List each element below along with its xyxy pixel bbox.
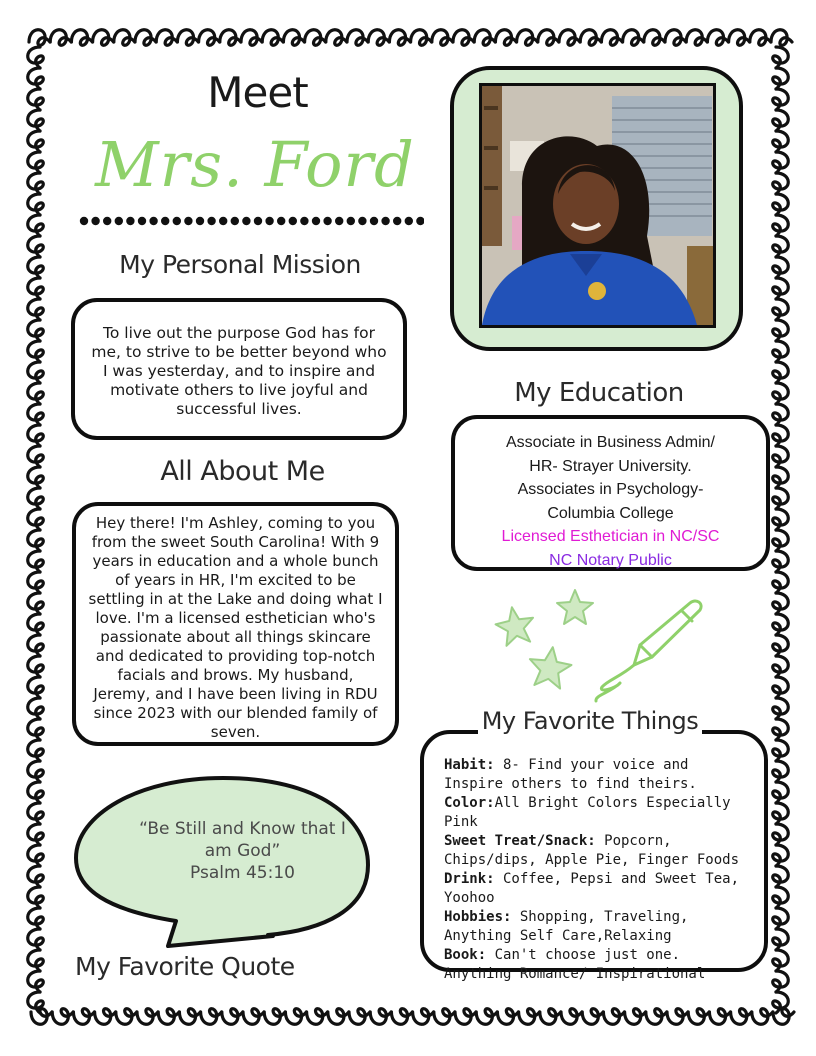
favorite-value: All Bright Colors Especially Pink: [444, 795, 731, 830]
mission-text: To live out the purpose God has for me, to strive to be better beyond who I was yesterday, and to inspire and motivate others to live joyful and successful lives.: [91, 324, 387, 418]
favorite-value: 8- Find your voice and Inspire others to find theirs.: [444, 757, 697, 792]
quote-line-1: “Be Still and Know that I: [139, 819, 346, 839]
favorite-item: [444, 908, 754, 946]
about-title: All About Me: [160, 456, 325, 487]
mission-title: My Personal Mission: [119, 250, 361, 279]
favorite-item: [444, 832, 754, 870]
notary-line: NC Notary Public: [549, 551, 672, 569]
education-line-4: Columbia College: [547, 504, 674, 522]
favorites-list: [444, 756, 754, 984]
favorite-label: Sweet Treat/Snack:: [444, 833, 596, 849]
about-box: [72, 502, 399, 746]
favorite-value: Shopping, Traveling, Anything Self Care,Relaxing: [444, 909, 689, 944]
favorite-item: [444, 794, 754, 832]
favorite-item: [444, 756, 754, 794]
favorite-label: Hobbies:: [444, 909, 512, 925]
pencil-icon: [596, 601, 701, 701]
quote-line-2: am God”: [204, 841, 281, 861]
quote-text: [120, 818, 365, 884]
favorites-title: My Favorite Things: [481, 707, 699, 735]
quote-reference: Psalm 45:10: [190, 863, 295, 883]
mission-box: [71, 298, 407, 440]
star-pencil-doodle: [490, 585, 720, 705]
favorite-label: Book:: [444, 947, 487, 963]
favorite-value: Popcorn, Chips/dips, Apple Pie, Finger Foods: [444, 833, 740, 868]
quote-title: My Favorite Quote: [75, 952, 295, 981]
favorite-value: Can't choose just one. Anything Romance/ Inspirational: [444, 947, 706, 982]
education-title: My Education: [514, 378, 684, 408]
favorite-label: Color:: [444, 795, 495, 811]
favorite-label: Drink:: [444, 871, 495, 887]
star-icon: [526, 644, 573, 689]
favorite-item: [444, 946, 754, 984]
dotted-divider: [78, 213, 424, 229]
teacher-photo: [479, 83, 716, 328]
education-line-2: HR- Strayer University.: [529, 457, 692, 475]
favorite-value: Coffee, Pepsi and Sweet Tea, Yoohoo: [444, 871, 740, 906]
about-text: Hey there! I'm Ashley, coming to you from the sweet South Carolina! With 9 years in education and a whole bunch of years in HR, I'm excited to be settling in at the Lake and doing what I love. I'm a licensed esthetician who's passionate about all things skincare and dedicated to providing top-notch facials and brows. My husband, Jeremy, and I have been living in RDU since 2023 with our blended family of seven.: [88, 514, 383, 741]
education-box: [451, 415, 770, 571]
favorite-label: Habit:: [444, 757, 495, 773]
education-line-1: Associate in Business Admin/: [506, 434, 715, 451]
license-line: Licensed Esthetician in NC/SC: [501, 528, 720, 545]
teacher-name: Mrs. Ford: [95, 128, 415, 201]
favorite-item: [444, 870, 754, 908]
meet-heading: Meet: [207, 68, 308, 117]
star-icon: [557, 590, 593, 624]
favorites-box: [420, 730, 768, 982]
education-line-3: Associates in Psychology-: [517, 481, 704, 498]
star-icon: [493, 604, 537, 647]
